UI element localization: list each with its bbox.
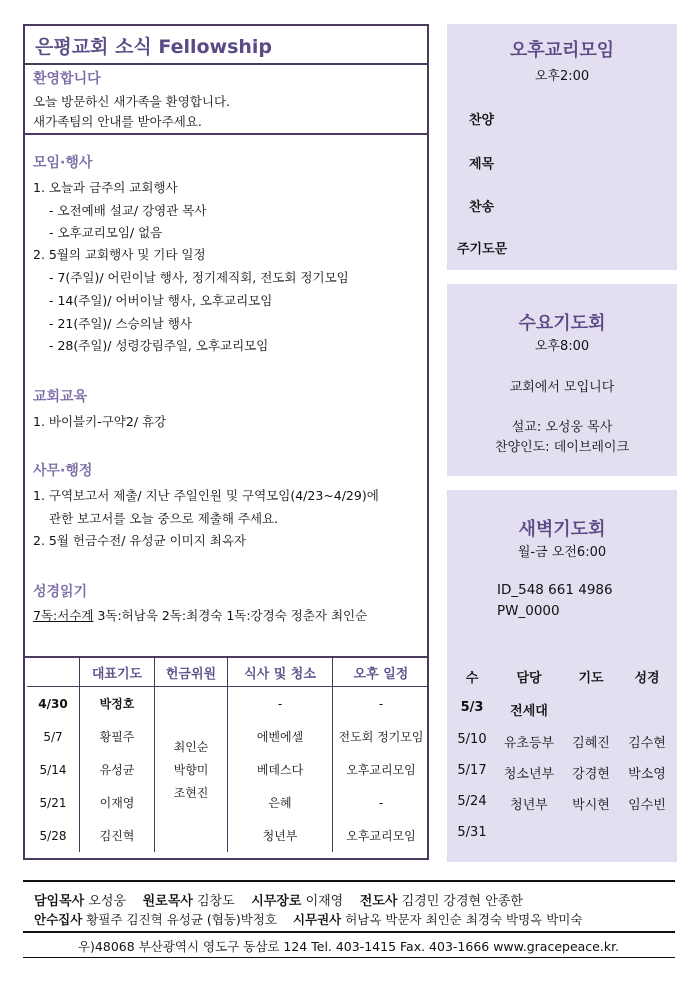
- wednesday-panel: [447, 284, 677, 476]
- schedule-afternoon: 전도회 정기모임: [333, 720, 430, 753]
- afternoon-label: 주기도문: [457, 242, 508, 257]
- footer-role: 시무장로: [251, 894, 302, 909]
- prayer-charge: 청년부: [510, 798, 548, 813]
- schedule-prayer: 황필주: [80, 720, 155, 753]
- news-title: 은평교회 소식 Fellowship: [35, 36, 273, 58]
- prayer-date: 5/17: [457, 763, 487, 778]
- prayer-pray: 강경현: [572, 767, 610, 782]
- offering-cell: [155, 687, 228, 853]
- footer-staff-line-2: [34, 910, 582, 928]
- footer-names: 김창도: [196, 894, 235, 909]
- admin-line: 관한 보고서를 오늘 중으로 제출해 주세요.: [49, 511, 279, 526]
- welcome-line: 오늘 방문하신 새가족을 환영합니다.: [33, 94, 231, 109]
- events-line: - 21(주일)/ 스승의날 행사: [49, 316, 192, 331]
- footer-mid-rule: [23, 931, 675, 933]
- schedule-afternoon: 오후교리모임: [333, 819, 430, 852]
- prayer-charge: 유초등부: [503, 736, 555, 751]
- reading-underlined: 7독:서수계: [33, 608, 94, 623]
- schedule-date: 5/14: [39, 762, 67, 777]
- schedule-table: [27, 658, 429, 852]
- events-line: - 28(주일)/ 성령강림주일, 오후교리모임: [49, 338, 269, 353]
- prayer-date: 5/24: [457, 794, 487, 809]
- footer-role: 시무권사: [292, 912, 342, 927]
- afternoon-panel: [447, 24, 677, 270]
- offering-name: 박향미: [173, 763, 209, 777]
- afternoon-title: 오후교리모임: [509, 40, 615, 61]
- footer-role: 원로목사: [142, 894, 193, 909]
- afternoon-time: 오후2:00: [534, 69, 590, 84]
- events-line: - 14(주일)/ 어버이날 행사, 오후교리모임: [49, 293, 273, 308]
- prayer-bible: 임수빈: [628, 798, 666, 813]
- schedule-afternoon: -: [333, 786, 430, 819]
- schedule-header: [27, 658, 80, 687]
- reading-rest: 3독:허남욱 2독:최경숙 1독:강경숙 정춘자 최인순: [93, 608, 368, 623]
- schedule-meal: 베데스다: [228, 753, 333, 786]
- wednesday-preacher: 설교: 오성웅 목사: [511, 420, 613, 435]
- wednesday-time: 오후8:00: [534, 339, 590, 354]
- dawn-time: 월-금 오전6:00: [517, 545, 607, 560]
- schedule-prayer: 김진혁: [80, 819, 155, 852]
- events-line: 2. 5월의 교회행사 및 기타 일정: [33, 247, 206, 262]
- admin-heading: 사무·행정: [33, 463, 93, 479]
- schedule-header: 헌금위원: [155, 658, 228, 687]
- schedule-afternoon: -: [333, 687, 430, 721]
- footer-bottom-rule: [23, 957, 675, 958]
- welcome-line: 새가족팀의 안내를 받아주세요.: [33, 114, 202, 129]
- schedule-prayer: 박정호: [80, 687, 155, 721]
- welcome-heading: 환영합니다: [33, 71, 101, 87]
- admin-line: 1. 구역보고서 제출/ 지난 주일인원 및 구역모임(4/23~4/29)에: [33, 488, 379, 503]
- prayer-pray: 김혜진: [572, 736, 610, 751]
- events-line: - 7(주일)/ 어린이날 행사, 정기제직회, 전도회 정기모임: [49, 270, 349, 285]
- footer-names: 황필주 김진혁 유성균 (협동)박정호: [86, 912, 278, 927]
- offering-name: 조현진: [173, 786, 209, 800]
- events-line: - 오전예배 설교/ 강영관 목사: [49, 203, 207, 218]
- offering-name: 최인순: [173, 740, 209, 754]
- dawn-id: ID_548 661 4986: [497, 582, 613, 598]
- table-row: [27, 786, 429, 819]
- schedule-meal: 에벤에셀: [228, 720, 333, 753]
- footer-role: 전도사: [359, 894, 398, 909]
- prayer-header: 담당: [516, 671, 542, 686]
- reading-line: [33, 606, 367, 624]
- wednesday-title: 수요기도회: [518, 313, 606, 334]
- dawn-title: 새벽기도회: [518, 519, 606, 540]
- prayer-header: 성경: [634, 671, 660, 686]
- events-line: - 오후교리모임/ 없음: [49, 225, 163, 240]
- prayer-header: 기도: [578, 671, 604, 686]
- dawn-panel: [447, 490, 677, 862]
- table-row: [27, 753, 429, 786]
- schedule-date: 4/30: [38, 696, 68, 711]
- schedule-date: 5/7: [43, 729, 63, 744]
- admin-line: 2. 5월 헌금수전/ 유성균 이미지 최옥자: [33, 533, 247, 548]
- footer-role: 담임목사: [34, 894, 85, 909]
- schedule-afternoon: 오후교리모임: [333, 753, 430, 786]
- schedule-date: 5/21: [39, 795, 67, 810]
- prayer-bible: 박소영: [628, 767, 666, 782]
- afternoon-label: 제목: [469, 157, 495, 172]
- afternoon-label: 찬양: [469, 113, 495, 128]
- table-row: [27, 687, 429, 721]
- prayer-charge: 청소년부: [503, 767, 555, 782]
- footer-address: 우)48068 부산광역시 영도구 동삼로 124 Tel. 403-1415 Fax. 403-1666 www.gracepeace.kr.: [77, 939, 620, 954]
- divider: [25, 133, 427, 135]
- prayer-pray: 박시현: [572, 798, 610, 813]
- schedule-header: 대표기도: [80, 658, 155, 687]
- prayer-date: 5/10: [457, 732, 487, 747]
- schedule-date: 5/28: [39, 828, 67, 843]
- prayer-bible: 김수현: [628, 736, 666, 751]
- wednesday-worship: 찬양인도: 데이브레이크: [494, 440, 630, 455]
- schedule-meal: -: [228, 687, 333, 721]
- footer-names: 이재영: [305, 894, 344, 909]
- schedule-prayer: 유성균: [80, 753, 155, 786]
- education-line: 1. 바이블키-구약2/ 휴강: [33, 414, 167, 429]
- schedule-header: 오후 일정: [333, 658, 430, 687]
- schedule-prayer: 이재영: [80, 786, 155, 819]
- afternoon-label: 찬송: [469, 200, 495, 215]
- divider: [25, 63, 427, 65]
- prayer-date: 5/31: [457, 825, 487, 840]
- footer-names: 오성웅: [88, 894, 127, 909]
- prayer-header: 수: [465, 671, 479, 686]
- wednesday-place: 교회에서 모입니다: [509, 380, 615, 395]
- education-heading: 교회교육: [33, 389, 88, 405]
- footer-names: 김경민 강경현 안종한: [401, 894, 523, 909]
- table-row: [27, 720, 429, 753]
- prayer-charge: 전세대: [510, 704, 548, 719]
- church-news-frame: [23, 24, 429, 860]
- table-row: [27, 819, 429, 852]
- prayer-date: 5/3: [460, 700, 484, 715]
- schedule-meal: 청년부: [228, 819, 333, 852]
- footer-staff-line-1: [34, 890, 523, 909]
- footer-names: 허남옥 박문자 최인순 최경숙 박명옥 박미숙: [345, 912, 583, 927]
- schedule-header: 식사 및 청소: [228, 658, 333, 687]
- dawn-pw: PW_0000: [497, 603, 560, 619]
- reading-heading: 성경읽기: [33, 584, 88, 600]
- footer-role: 안수집사: [34, 912, 83, 927]
- schedule-meal: 은혜: [228, 786, 333, 819]
- events-heading: 모임·행사: [33, 155, 93, 171]
- footer-top-rule: [23, 880, 675, 882]
- events-line: 1. 오늘과 금주의 교회행사: [33, 180, 178, 195]
